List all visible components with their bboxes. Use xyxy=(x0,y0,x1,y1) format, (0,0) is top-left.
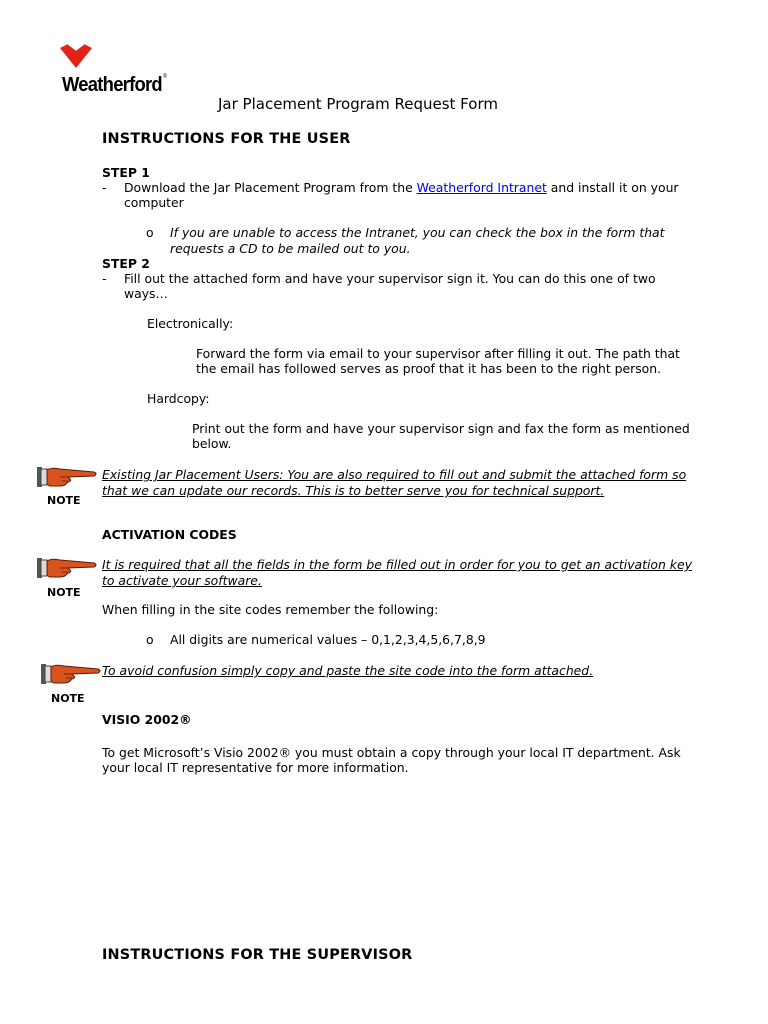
step1-sub-line2: requests a CD to be mailed out to you. xyxy=(170,241,411,256)
page-title: Jar Placement Program Request Form xyxy=(218,95,498,113)
note1-line1: Existing Jar Placement Users: You are also required to fill out and submit the attached form so xyxy=(102,467,687,482)
weatherford-intranet-link[interactable]: Weatherford Intranet xyxy=(416,180,547,195)
weatherford-logo xyxy=(60,44,180,100)
activation-note-line2: to activate your software. xyxy=(102,573,262,588)
logo-text: Weatherford® xyxy=(62,74,167,96)
note1-line2: that we can update our records. This is to better serve you for technical support. xyxy=(102,483,605,498)
step1-bullet: - xyxy=(102,180,107,195)
step2-bullet: - xyxy=(102,271,107,286)
step2-label: STEP 2 xyxy=(102,256,150,271)
step2-line2: ways… xyxy=(124,286,168,301)
note3-text: To avoid confusion simply copy and paste the site code into the form attached. xyxy=(102,663,594,678)
step1-label: STEP 1 xyxy=(102,165,150,180)
activation-note-line1: It is required that all the fields in the form be filled out in order for you to get an activation key xyxy=(102,557,692,572)
instructions-user-heading: INSTRUCTIONS FOR THE USER xyxy=(102,131,351,147)
hardcopy-line2: below. xyxy=(192,436,232,451)
step2-line1: Fill out the attached form and have your supervisor sign it. You can do this one of two xyxy=(124,271,656,286)
step1-text: Download the Jar Placement Program from the Weatherford Intranet and install it on your xyxy=(124,180,679,195)
activation-heading: ACTIVATION CODES xyxy=(102,527,237,542)
step1-text-line2: computer xyxy=(124,195,184,210)
hardcopy-line1: Print out the form and have your supervisor sign and fax the form as mentioned xyxy=(192,421,690,436)
site-codes-text: When filling in the site codes remember the following: xyxy=(102,602,439,617)
digits-text: All digits are numerical values – 0,1,2,3,4,5,6,7,8,9 xyxy=(170,632,486,647)
note-label-1: NOTE xyxy=(47,494,81,507)
step1-sub-line1: If you are unable to access the Intranet, you can check the box in the form that xyxy=(170,225,665,240)
electronic-line1: Forward the form via email to your supervisor after filling it out. The path that xyxy=(196,346,680,361)
weatherford-logo-icon xyxy=(58,44,94,68)
electronic-label: Electronically: xyxy=(147,316,234,331)
hardcopy-label: Hardcopy: xyxy=(147,391,210,406)
visio-line2: your local IT representative for more information. xyxy=(102,760,409,775)
step1-sub-bullet: o xyxy=(146,225,154,240)
note-label-3: NOTE xyxy=(51,692,85,705)
visio-heading: VISIO 2002® xyxy=(102,712,192,727)
visio-line1: To get Microsoft’s Visio 2002® you must obtain a copy through your local IT department. Ask xyxy=(102,745,681,760)
electronic-line2: the email has followed serves as proof that it has been to the right person. xyxy=(196,361,662,376)
digits-bullet: o xyxy=(146,632,154,647)
note-label-2: NOTE xyxy=(47,586,81,599)
instructions-supervisor-heading: INSTRUCTIONS FOR THE SUPERVISOR xyxy=(102,947,413,963)
